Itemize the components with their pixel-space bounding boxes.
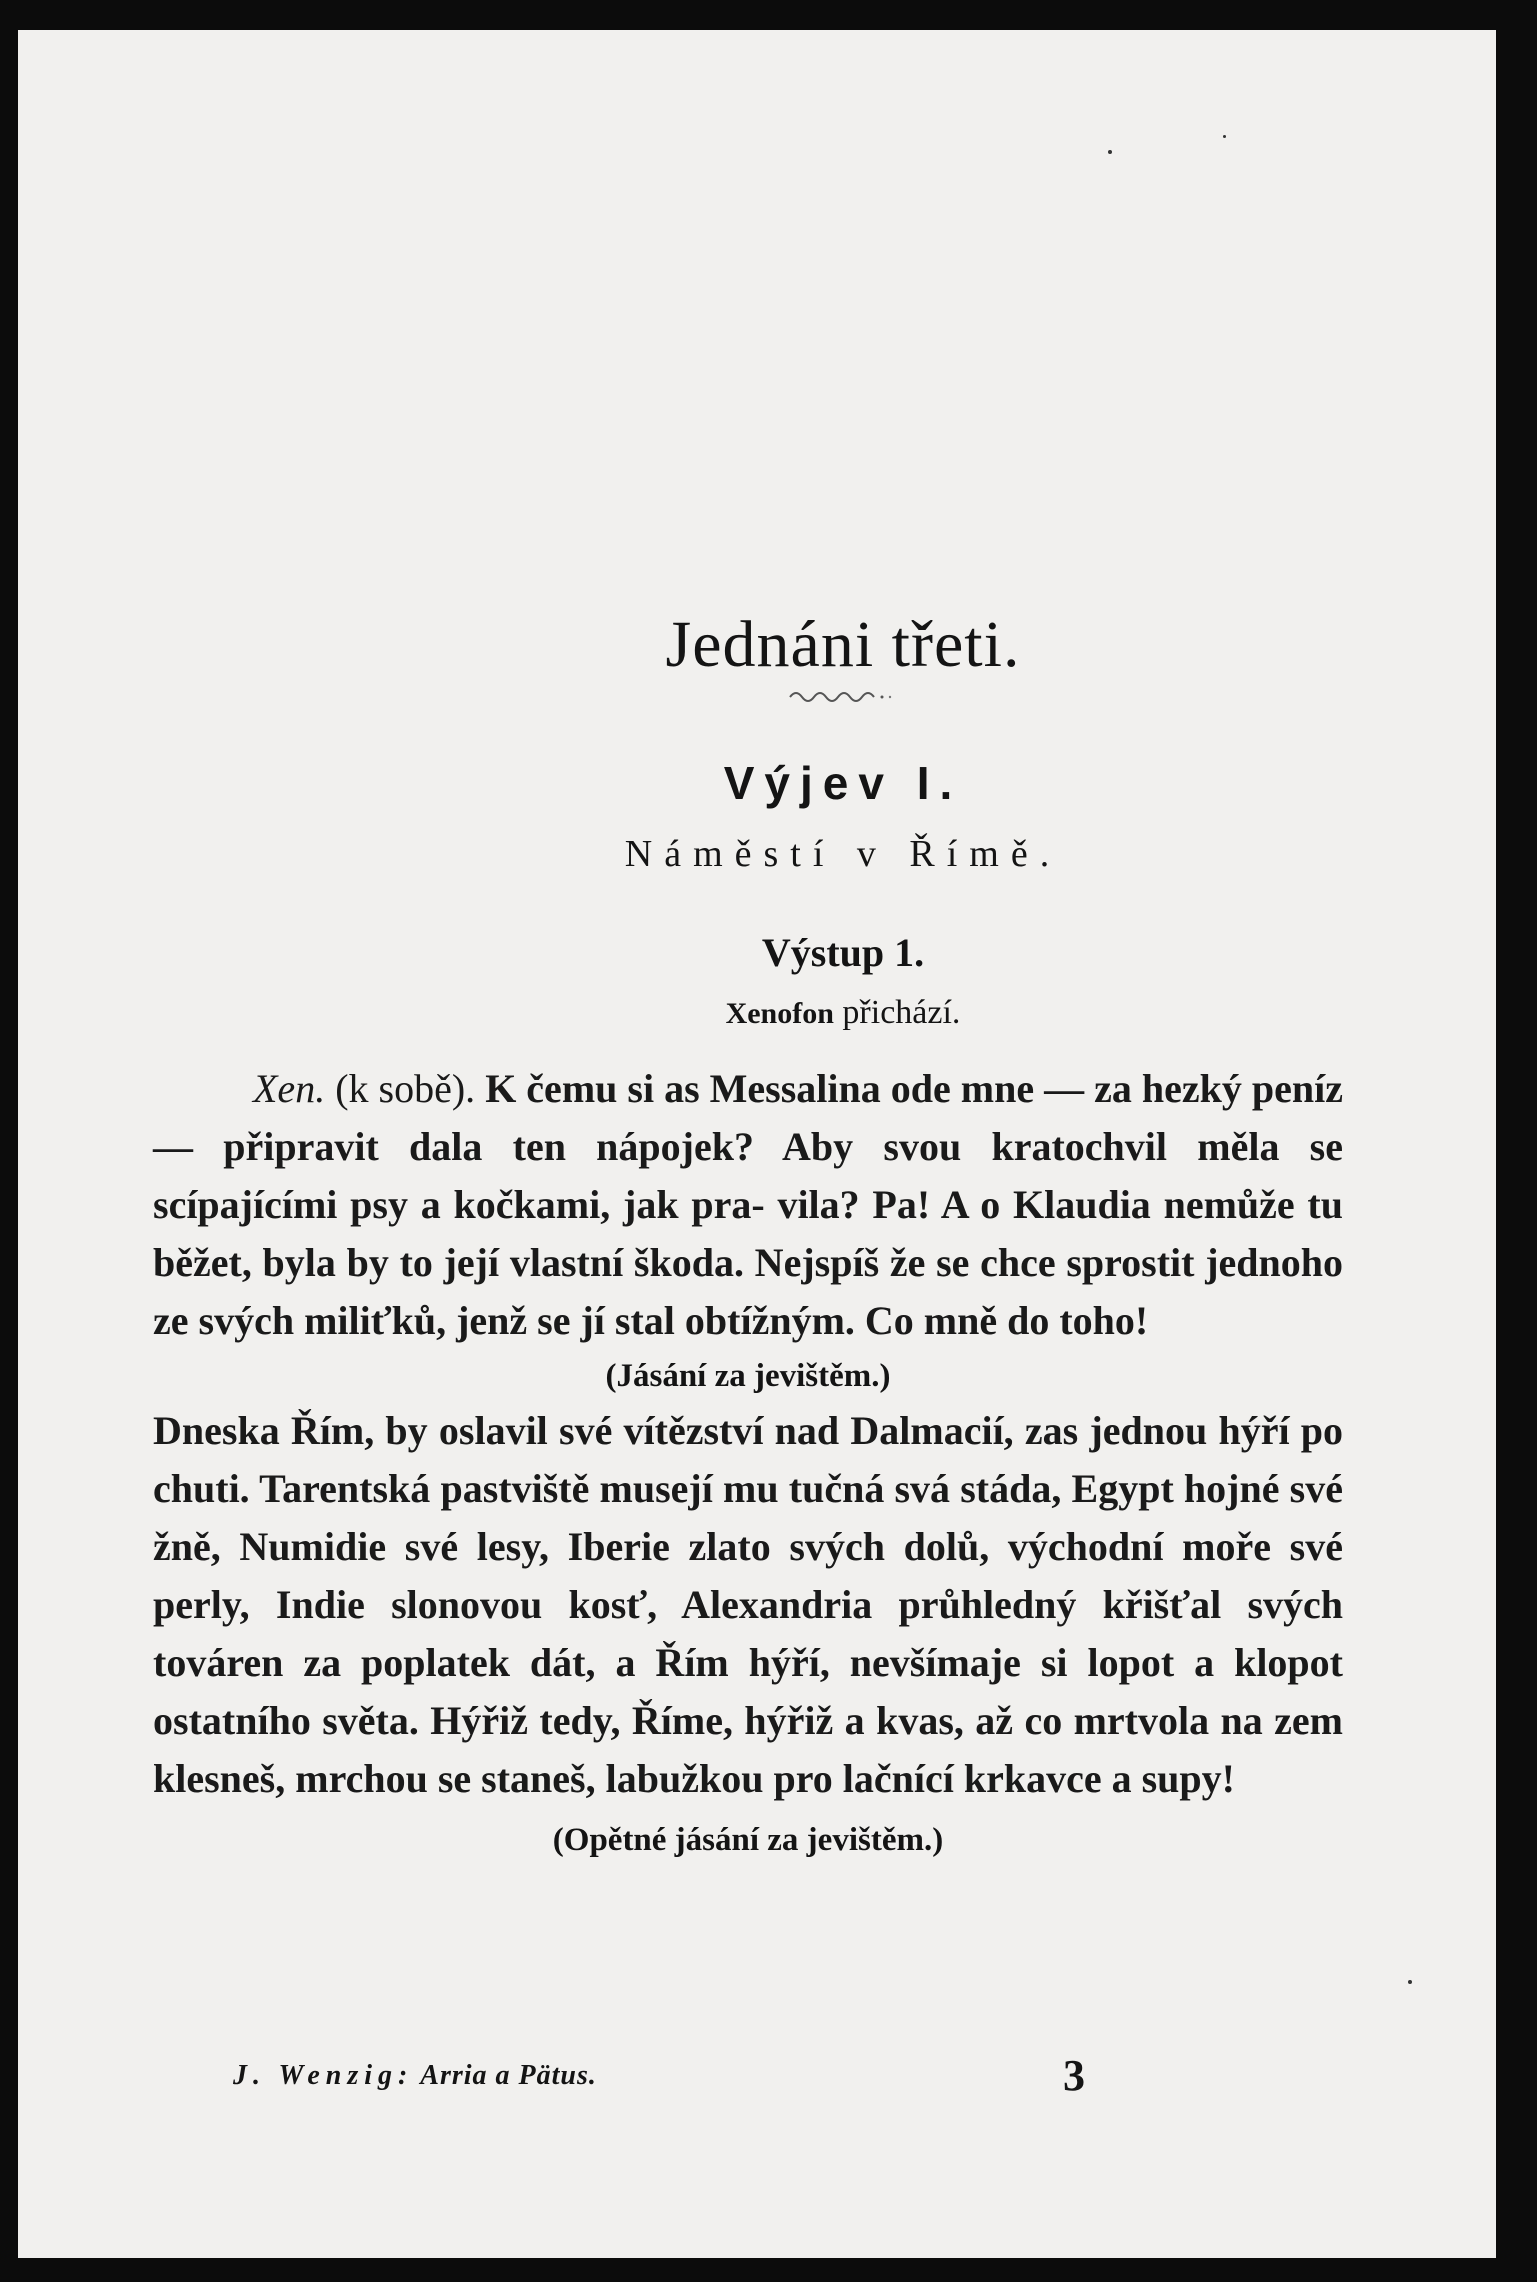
- page-content: [153, 605, 1343, 1866]
- footer-author: J. Wenzig:: [233, 2060, 414, 2091]
- book-page: [18, 30, 1496, 2258]
- ornament-divider: [343, 685, 1343, 725]
- text-line: tučná svá stáda, Egypt hojné své žně, Numidie své lesy,: [153, 1466, 1343, 1569]
- text-line: lačnící krkavce a supy!: [842, 1756, 1235, 1801]
- paragraph-1: [153, 1060, 1343, 1350]
- character-name: Xenofon: [725, 997, 834, 1030]
- speaker-direction: (k sobě).: [335, 1066, 476, 1111]
- ornament-icon: [788, 685, 898, 705]
- paper-speck: [1223, 135, 1226, 138]
- speaker-label: Xen.: [253, 1066, 326, 1111]
- paper-speck: [1108, 150, 1112, 154]
- text-line: za hezký peníz — připravit dala ten nápojek? Aby svou: [153, 1066, 1344, 1169]
- text-line: slonovou kosť, Alexandria průhledný křišťal svých továren: [153, 1582, 1344, 1685]
- text-line: svých miliťků, jenž se jí stal obtížným. Co mně do toho!: [198, 1298, 1149, 1343]
- footer-citation: [233, 2060, 597, 2092]
- page-number: 3: [1063, 2051, 1085, 2100]
- entrance-note: [343, 989, 1343, 1038]
- text-line: Dneska Řím, by oslavil své vítězství nad Dalmacií, zas: [153, 1408, 1079, 1453]
- text-line: ostatního světa. Hýřiž tedy, Říme, hýřiž a kvas, až co: [153, 1698, 1063, 1743]
- stage-direction: (Opětné jásání za jevištěm.): [552, 1822, 944, 1858]
- entrance-action: přichází.: [842, 994, 961, 1031]
- stage-direction: (Jásání za jevištěm.): [605, 1358, 891, 1394]
- text-line: jednou hýří po chuti. Tarentská pastviště musejí mu: [153, 1408, 1344, 1511]
- scene-title: Výjev I.: [723, 757, 963, 809]
- page-footer: [233, 2050, 1433, 2110]
- scene-place: Náměstí v Římě.: [624, 833, 1062, 875]
- entrance-title: Výstup 1.: [761, 930, 925, 975]
- text-line: vila? Pa! A o Klaudia nemůže tu běžet, byla by to její: [153, 1182, 1343, 1285]
- text-line: Iberie zlato svých dolů, východní moře své perly, Indie: [153, 1524, 1343, 1627]
- paragraph-2: [153, 1402, 1343, 1808]
- act-title: Jednáni třeti.: [665, 608, 1021, 681]
- text-line: kratochvil měla se scípajícími psy a kočkami, jak pra-: [153, 1124, 1344, 1227]
- text-line: mrtvola na zem klesneš, mrchou se staneš, labužkou pro: [153, 1698, 1343, 1801]
- text-line: vlastní škoda. Nejspíš že se chce sprostit jednoho ze: [153, 1240, 1344, 1343]
- footer-title: Arria a Pätus.: [420, 2060, 597, 2091]
- text-line: K čemu si as Messalina ode mne —: [485, 1066, 1085, 1111]
- paper-speck: [1408, 1980, 1412, 1984]
- text-line: za poplatek dát, a Řím hýří, nevšímaje si lopot a klopot: [303, 1640, 1343, 1685]
